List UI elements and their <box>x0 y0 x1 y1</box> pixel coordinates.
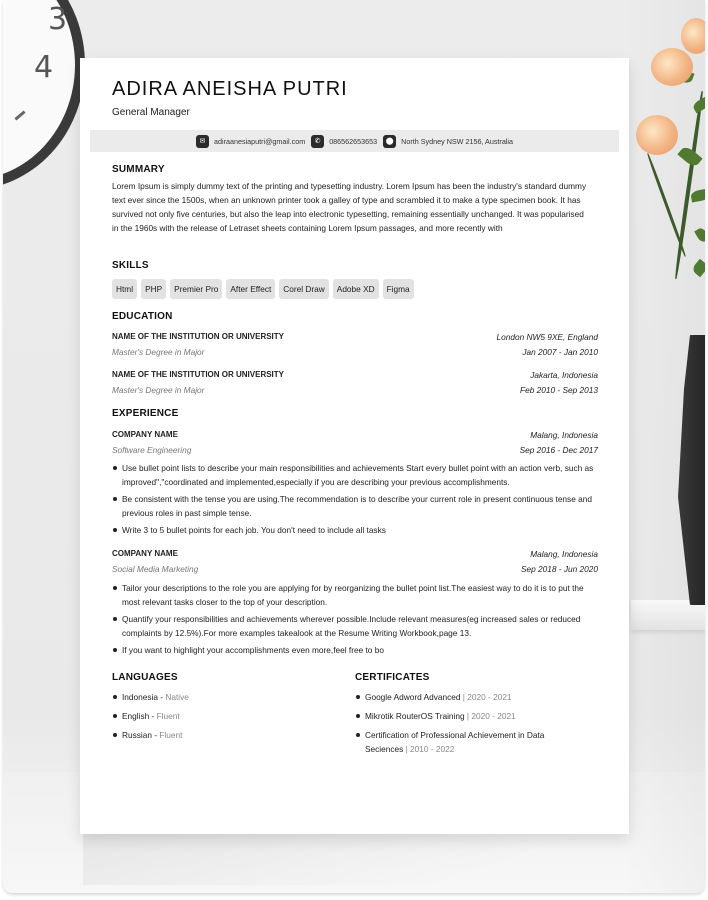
certificate-name: Mikrotik RouterOS Training <box>365 711 465 721</box>
skill-tag: Html <box>112 279 137 299</box>
certificates-list <box>355 690 575 761</box>
experience-entry-details <box>112 564 598 577</box>
job-title: General Manager <box>112 107 190 118</box>
institution-location: London NW5 9XE, England <box>496 332 598 342</box>
language-name: English - <box>122 711 155 721</box>
job-role: Social Media Marketing <box>112 564 199 574</box>
skills-heading: SKILLS <box>112 260 149 271</box>
experience-heading: EXPERIENCE <box>112 408 179 419</box>
rose-flower <box>636 115 678 155</box>
skill-tag: Figma <box>383 279 414 299</box>
education-dates: Feb 2010 - Sep 2013 <box>520 385 598 395</box>
language-name: Indonesia - <box>122 692 164 702</box>
rose-flower <box>681 18 705 54</box>
email-text: adiraanesiaputri@gmail.com <box>213 136 306 146</box>
certificate-years: | 2020 - 2021 <box>462 692 512 702</box>
envelope-icon: ✉ <box>196 135 209 148</box>
contact-email[interactable] <box>196 135 305 148</box>
clock-number: 4 <box>34 50 54 85</box>
skill-tag: After Effect <box>226 279 275 299</box>
education-dates: Jan 2007 - Jan 2010 <box>522 347 598 357</box>
bullet-item: Use bullet point lists to describe your main responsibilities and achievements Start every bullet point with an action verb, such as improved","coordinated and implemented,especially if you are describing your previous accomplishments. <box>112 461 602 489</box>
language-level: Native <box>165 692 189 702</box>
bullet-item: Tailor your descriptions to the role you are applying for by reorganizing the bullet point list.The easiest way to do it is to put the most relevant tasks closer to the top of your description. <box>112 581 602 609</box>
experience-dates: Sep 2018 - Jun 2020 <box>520 564 598 574</box>
experience-bullets <box>112 581 602 660</box>
company-name: COMPANY NAME <box>112 549 178 558</box>
experience-entry-header <box>112 549 598 562</box>
bullet-item: Write 3 to 5 bullet points for each job. You don't need to include all tasks <box>112 523 602 537</box>
education-entry-details <box>112 347 598 360</box>
skill-tag: PHP <box>141 279 166 299</box>
contact-location <box>383 135 513 148</box>
degree: Master's Degree in Major <box>112 385 205 395</box>
certificate-item <box>355 728 575 756</box>
candidate-name: ADIRA ANEISHA PUTRI <box>112 78 348 100</box>
skills-list <box>112 279 418 299</box>
language-level: Fluent <box>159 730 183 740</box>
experience-entry-header <box>112 430 598 443</box>
education-entry-header <box>112 370 598 383</box>
contact-phone[interactable] <box>311 135 377 148</box>
degree: Master's Degree in Major <box>112 347 205 357</box>
certificate-years: | 2010 - 2022 <box>405 744 455 754</box>
certificate-name: Certification of Professional Achievement in Data Seciences <box>365 730 545 754</box>
experience-dates: Sep 2016 - Dec 2017 <box>519 445 598 455</box>
phone-icon: ✆ <box>311 135 324 148</box>
institution-name: NAME OF THE INSTITUTION OR UNIVERSITY <box>112 332 285 341</box>
phone-text: 086562653653 <box>329 136 378 146</box>
language-name: Russian - <box>122 730 158 740</box>
language-item <box>112 709 322 723</box>
company-name: COMPANY NAME <box>112 430 178 439</box>
skill-tag: Corel Draw <box>279 279 329 299</box>
language-item <box>112 728 322 742</box>
language-item <box>112 690 322 704</box>
clock-face <box>3 0 75 180</box>
job-role: Software Engineering <box>112 445 192 455</box>
company-location: Malang, Indonesia <box>530 430 598 440</box>
paper-shadow <box>83 825 683 885</box>
certificate-years: | 2020 - 2021 <box>466 711 516 721</box>
bullet-item: If you want to highlight your accomplishments even more,feel free to bo <box>112 643 602 657</box>
institution-location: Jakarta, Indonesia <box>530 370 598 380</box>
location-pin-icon: ⬤ <box>383 135 396 148</box>
certificate-item <box>355 690 575 704</box>
experience-entry-details <box>112 445 598 458</box>
education-heading: EDUCATION <box>112 311 173 322</box>
summary-heading: SUMMARY <box>112 164 165 175</box>
wall-clock <box>3 0 85 190</box>
rose-flower <box>651 48 693 86</box>
education-entry-details <box>112 385 598 398</box>
bullet-item: Quantify your responsibilities and achievements wherever possible.Include relevant measures(eg increased sales or reduced complaints by 12.5%).For more examples takealook at the Resume Writing Workbook,page 13. <box>112 612 602 640</box>
experience-bullets <box>112 461 602 540</box>
clock-tick <box>14 110 25 120</box>
language-level: Fluent <box>156 711 180 721</box>
resume-document <box>80 58 629 834</box>
institution-name: NAME OF THE INSTITUTION OR UNIVERSITY <box>112 370 285 379</box>
summary-text: Lorem Ipsum is simply dummy text of the printing and typesetting industry. Lorem Ipsum has been the industry's standard dummy text ever since the 1500s, when an unknown printer took a galley of type and scrambled it to make a type specimen book. It has survived not only five centuries, but also the leap into electronic typesetting, remaining essentially unchanged. It was popularised in the 1960s with the release of Letraset sheets containing Lorem Ipsum passages, and more recently with <box>112 181 587 233</box>
education-entry-header <box>112 332 598 345</box>
certificate-name: Google Adword Advanced <box>365 692 461 702</box>
languages-heading: LANGUAGES <box>112 672 178 683</box>
bullet-item: Be consistent with the tense you are using.The recommendation is to describe your current role in present continuous tense and previous roles in past simple tense. <box>112 492 602 520</box>
contact-bar <box>90 130 619 152</box>
location-text: North Sydney NSW 2156, Australia <box>401 136 514 146</box>
clock-number: 3 <box>48 2 68 37</box>
languages-list <box>112 690 322 747</box>
skill-tag: Adobe XD <box>333 279 379 299</box>
company-location: Malang, Indonesia <box>530 549 598 559</box>
skill-tag: Premier Pro <box>170 279 222 299</box>
certificates-heading: CERTIFICATES <box>355 672 430 683</box>
certificate-item <box>355 709 575 723</box>
